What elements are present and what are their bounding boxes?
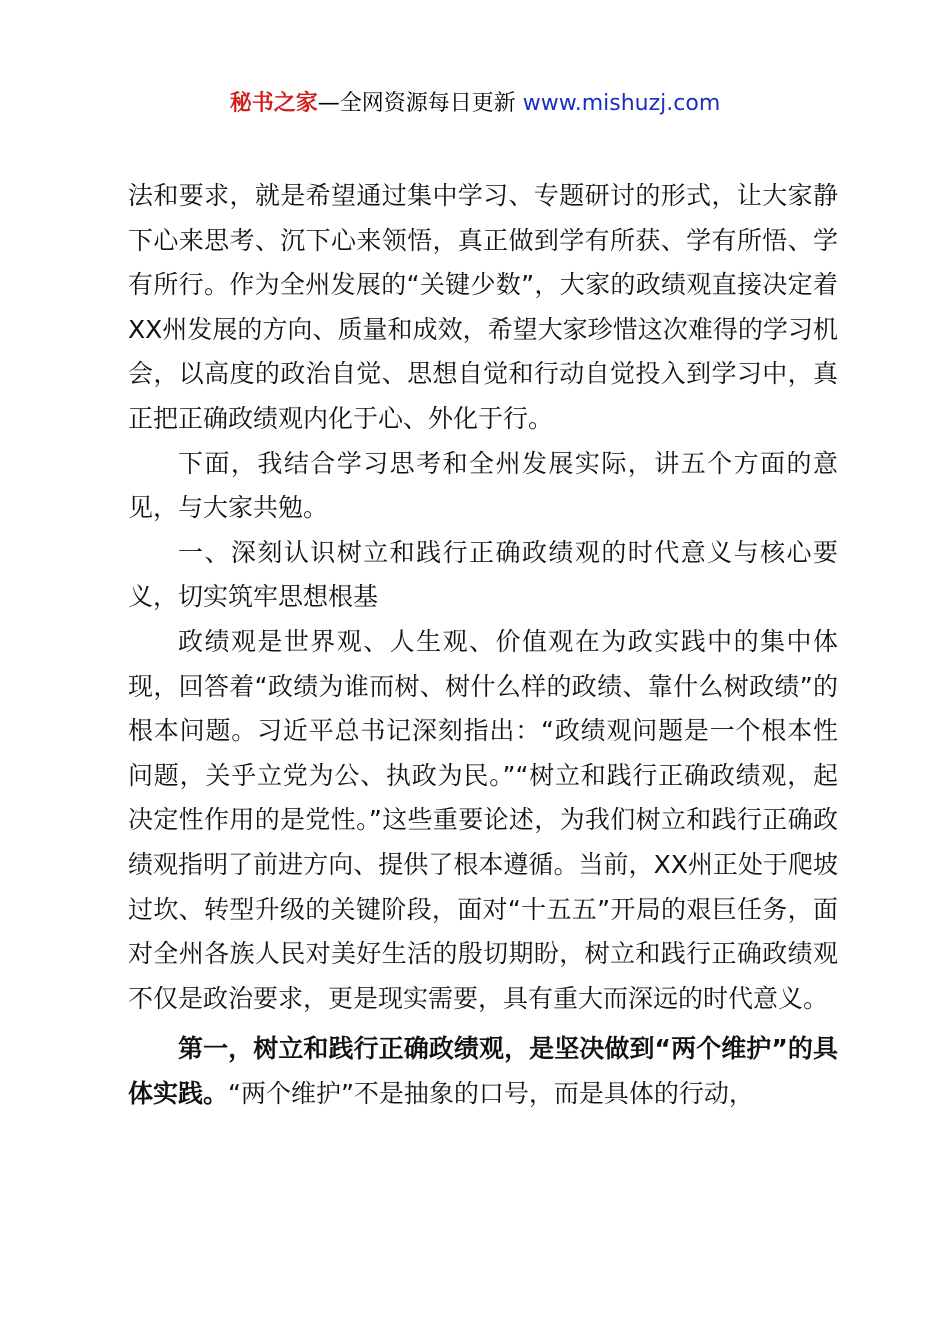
- header-brand: 秘书之家: [229, 91, 318, 116]
- document-body: [128, 174, 838, 1116]
- page-header: [0, 86, 950, 122]
- paragraph-body: 政绩观是世界观、人生观、价值观在为政实践中的集中体现，回答着“政绩为谁而树、树什么样的政绩、靠什么树政绩”的根本问题。习近平总书记深刻指出：“政绩观问题是一个根本性问题，关乎立党为公、执政为民。”“树立和践行正确政绩观，起决定性作用的是党性。”这些重要论述，为我们树立和践行正确政绩观指明了前进方向、提供了根本遵循。当前，XX州正处于爬坡过坎、转型升级的关键阶段，面对“十五五”开局的艰巨任务，面对全州各族人民对美好生活的殷切期盼，树立和践行正确政绩观不仅是政治要求，更是现实需要，具有重大而深远的时代意义。: [128, 626, 838, 1013]
- header-url[interactable]: www.mishuzj.com: [522, 91, 721, 116]
- first-point-text: “两个维护”不是抽象的口号，而是具体的行动，: [228, 1078, 754, 1108]
- paragraph-intro: 下面，我结合学习思考和全州发展实际，讲五个方面的意见，与大家共勉。: [128, 448, 838, 523]
- paragraph-continuation: 法和要求，就是希望通过集中学习、专题研讨的形式，让大家静下心来思考、沉下心来领悟，真正做到学有所获、学有所悟、学有所行。作为全州发展的“关键少数”，大家的政绩观直接决定着XX州发展的方向、质量和成效，希望大家珍惜这次难得的学习机会，以高度的政治自觉、思想自觉和行动自觉投入到学习中，真正把正确政绩观内化于心、外化于行。: [128, 181, 838, 433]
- section-heading: 一、深刻认识树立和践行正确政绩观的时代意义与核心要义，切实筑牢思想根基: [128, 537, 838, 612]
- header-tagline: —全网资源每日更新: [317, 91, 523, 116]
- first-point-heading: 第一，树立和践行正确政绩观，是坚决做到“两个维护”的具体实践。: [128, 1034, 838, 1108]
- paragraph-first-point: [128, 1027, 838, 1116]
